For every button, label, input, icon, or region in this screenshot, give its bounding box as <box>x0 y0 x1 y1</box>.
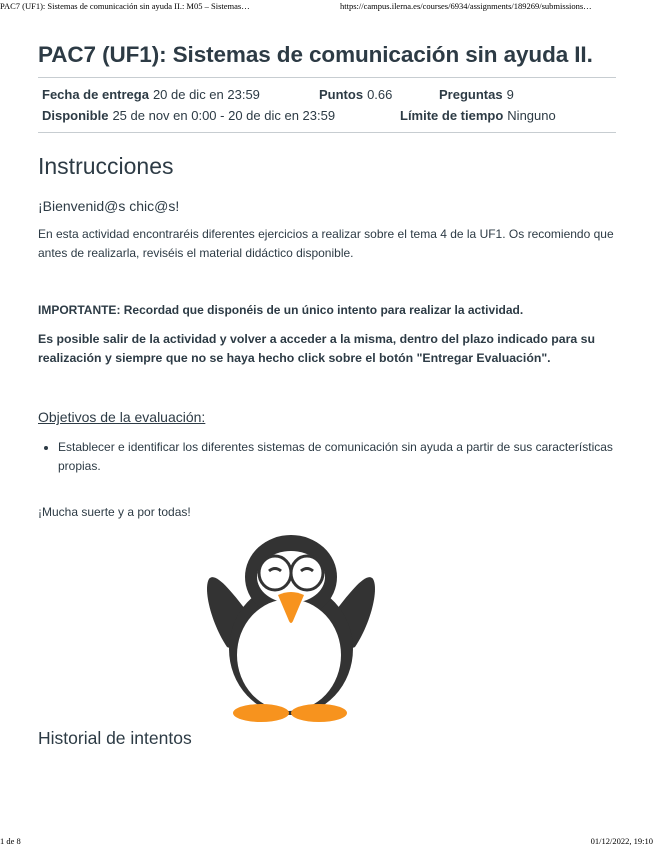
good-luck: ¡Mucha suerte y a por todas! <box>38 505 191 519</box>
print-header-title: PAC7 (UF1): Sistemas de comunicación sin ayuda II.: M05 – Sistemas… <box>0 1 250 11</box>
due-date <box>42 84 260 105</box>
page-title: PAC7 (UF1): Sistemas de comunicación sin ayuda II. <box>38 42 593 67</box>
due-date-value: 20 de dic en 23:59 <box>152 87 260 102</box>
availability-value: 25 de nov en 0:00 - 20 de dic en 23:59 <box>112 108 336 123</box>
objectives-list <box>38 438 616 476</box>
print-header-url: https://campus.ilerna.es/courses/6934/assignments/189269/submissions… <box>340 1 592 11</box>
objective-item: • Establecer e identificar los diferentes sistemas de comunicación sin ayuda a partir de sus características propias. <box>58 438 616 476</box>
page-number: 1 de 8 <box>0 836 21 846</box>
objectives-heading: Objetivos de la evaluación: <box>38 409 206 425</box>
print-header <box>0 1 655 15</box>
points-label: Puntos <box>319 87 364 102</box>
due-date-label: Fecha de entrega <box>42 87 149 102</box>
greeting: ¡Bienvenid@s chic@s! <box>38 198 180 214</box>
time-limit-label: Límite de tiempo <box>400 108 504 123</box>
questions-value: 9 <box>506 87 514 102</box>
points <box>319 84 392 105</box>
assignment-meta <box>38 78 616 132</box>
availability-label: Disponible <box>42 108 109 123</box>
instructions-heading: Instrucciones <box>38 153 174 179</box>
time-limit <box>400 105 556 126</box>
assignment-content <box>38 38 616 520</box>
meta-divider <box>38 132 616 133</box>
penguin-image <box>205 531 377 726</box>
penguin-right-eye <box>291 556 323 590</box>
intro-paragraph: En esta actividad encontraréis diferentes ejercicios a realizar sobre el tema 4 de la UF1. Os recomiendo que antes de realizarla, reviséis el material didáctico disponible. <box>38 227 614 260</box>
availability <box>42 105 335 126</box>
important-note: IMPORTANTE: Recordad que disponéis de un único intento para realizar la actividad. <box>38 303 524 317</box>
print-datetime: 01/12/2022, 19:10 <box>590 836 653 846</box>
penguin-left-foot <box>233 704 289 722</box>
questions-label: Preguntas <box>439 87 503 102</box>
meta-row-1 <box>42 84 616 105</box>
penguin-right-foot <box>291 704 347 722</box>
questions <box>439 84 514 105</box>
attempt-history-heading: Historial de intentos <box>38 728 192 748</box>
points-value: 0.66 <box>367 87 393 102</box>
penguin-icon <box>205 531 377 726</box>
time-limit-value: Ninguno <box>507 108 556 123</box>
exit-note: Es posible salir de la actividad y volver a acceder a la misma, dentro del plazo indicado para su realización y siempre que no se haya hecho click sobre el botón "Entregar Evaluación". <box>38 332 595 365</box>
meta-row-2 <box>42 105 616 126</box>
penguin-left-eye <box>259 556 291 590</box>
